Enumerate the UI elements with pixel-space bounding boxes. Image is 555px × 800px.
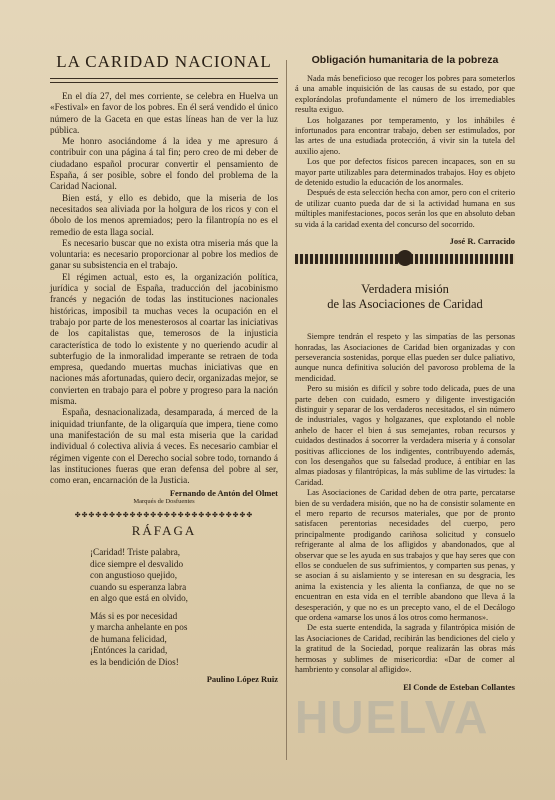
article-signature: José R. Carracido [449,236,515,247]
poem-line: con angustioso quejido, [90,570,178,581]
paragraph: En el día 27, del mes corriente, se celebra en Huelva un «Festival» en favor de los pobres. En él será vendido el único número de la Gaceta en que estas líneas han de ver la luz pública. [50,91,278,135]
poem-line: cuando su esperanza labra [90,581,187,592]
article-body [50,91,278,486]
poem-line: Más si es por necesidad [90,610,178,621]
article-signature: El Conde de Esteban Collantes [403,681,515,692]
article-signature-title: Marqués de Dosfuentes [133,498,195,506]
poem-line: de humana felicidad, [90,633,167,644]
paragraph: Después de esta selección hecha con amor, pero con el criterio de utilizar cuanto pueda dar de si la actividad humana en sus múltiples manifestaciones, pocos serán los que en absoluto deban su vida á la caridad exenta del concurso del socorrido. [295,188,515,229]
poem-line: y marcha anhelante en pos [90,622,188,633]
column-divider [286,60,287,760]
article-signature: Fernando de Antón del Olmet [169,488,278,499]
paragraph: Los que por defectos físicos parecen incapaces, son en su mayor parte utilizables para determinados trabajos. Hoy es objeto de detenido estudio la educación de los anormales. [295,157,515,188]
paragraph: De esta suerte entendida, la sagrada y filantrópica misión de las Asociaciones de Caridad, recibirán las bendiciones del cielo y la gratitud de la Sociedad, porque realizarán las obras más hermosas y sublimes de misericordia: «Dar de comer al hambriento y consolar al afligido». [295,623,515,675]
title-line: de las Asociaciones de Caridad [327,297,483,312]
ornament-medallion [397,250,413,266]
paragraph: Es necesario buscar que no exista otra miseria más que la voluntaria: es necesario proporcionar al pobre los medios de ganar su subsistencia en el trabajo. [50,237,278,271]
poem-signature: Paulino López Ruiz [206,674,278,685]
title-rule [50,82,278,83]
poem-line: en algo que está en olvido, [90,593,188,604]
paragraph: Bien está, y ello es debido, que la miseria de los necesitados sea aliviada por la holgura de los ricos y con el óbolo de los menos apremiados; pero la filantropía no es el remedio de esta llaga social. [50,192,278,237]
poem-stanza [90,547,278,605]
paragraph: España, desnacionalizada, desamparada, á merced de la iniquidad triunfante, de la oligarquía que impera, tiene como una manifestación de su mal esta miseria que la caridad individual ó colectiva alivia á veces. Es necesario cambiar el régimen vigente con el Derecho social sobre todo, tornando á las instituciones fueras que eran defensa del pobre al ser, como eran, encarnación de la Justicia. [50,407,278,486]
article-title-obligacion: Obligación humanitaria de la pobreza [311,54,499,66]
ornament-band [295,254,515,264]
paragraph: El régimen actual, esto es, la organización política, jurídica y social de España, traducción del jacobinismo francés y negación de todas las instituciones nacionales históricas, imposibil ta muchas veces la ocupación en el trabajo por parte de los menesterosos al coartar las iniciativas de los capitalistas que, temerosos de la injusticia característica de todo lo existente y no queriendo acudir al subterfugio de la inmoralidad imperante se retraen de toda empresa, quedando muertas muchas iniciativas que en naciones más afortunadas, quiero decir, organizadas mejor, se convierten en trabajo para el pobre y progreso para la nación misma. [50,271,278,407]
title-line: Verdadera misión [361,282,449,297]
article-body [295,332,515,675]
paragraph: Los holgazanes por temperamento, y los inhábiles é infortunados para encontrar trabajo, deben ser estimulados, por las artes de una estudiada protección, á vivir sin la tutela del auxilio ajeno. [295,115,515,156]
poem-line: ¡Caridad! Triste palabra, [90,547,181,558]
paragraph: Nada más beneficioso que recoger los pobres para someterlos á una amable inquisición de las causas de su estado, por que explorándolas profundamente el número de los irremediables resulta exiguo. [295,74,515,115]
paragraph: Pero su misión es difícil y sobre todo delicada, pues de una parte deben con cuidado, esmero y diligente investigación distinguir y separar de los verdaderos necesitados, el sin número de industriales, vagos y holgazanes, que explotando el noble anhelo de hacer el bien á sus semejantes, roban recursos y cuidados destinados á socorrer la verdadera miseria y á consolar positivas aflicciones de los indigentes, contribuyendo además, con los desengaños que su falsedad produce, á entibiar en las almas piadosas y filantrópicas, la más sublime de las virtudes: la Caridad. [295,384,515,487]
poem-line: ¡Entónces la caridad, [90,645,168,656]
paragraph: Las Asociaciones de Caridad deben de otra parte, percatarse bien de su verdadera misión, que no ha de consistir solamente en el mero reparto de recursos materiales, que por de pronto satisfacen perentorias necesidades del cuerpo, pero principalmente prodigando cariñosa solicitud y consuelo refrigerante al alma de los afligidos y abandonados, que al observar que se les ayuda en sus trabajos y que hay seres que con ellos se conduelen de sus sufrimientos, y comparten sus penas, y se asocian á su aislamiento y se interesan en su desgracia, les anima la existencia y les alienta la confianza, de que no se encuentran en esta vida en el terrible abandono que lleva á la desesperación, y que no es un precepto vano, el de el Decálogo que ordena «amarse los unos á los otros como hermanos». [295,488,515,623]
poem-stanza [90,611,278,669]
poem-title: RÁFAGA [131,523,197,539]
poem-line: dice siempre el desvalido [90,558,184,569]
left-column [50,52,278,684]
article-body [295,74,515,230]
poem-line: es la bendición de Dios! [90,656,179,667]
right-column [295,52,515,700]
article-title-verdadera-mision [295,282,515,312]
archive-watermark: HUELVA [295,691,490,743]
ornament-divider: ✤✤✤✤✤✤✤✤✤✤✤✤✤✤✤✤✤✤✤✤✤✤✤✤✤✤ [74,511,254,520]
title-rule [50,78,278,79]
article-title-caridad-nacional: LA CARIDAD NACIONAL [56,52,272,71]
paragraph: Siempre tendrán el respeto y las simpatías de las personas honradas, las Asociaciones de Caridad bien organizadas y con perseverancia sostenidas, porque ellas pueden ser dulce paliativo, aunque nunca definitiva solución del pavoroso problema de la mendicidad. [295,332,515,383]
paragraph: Me honro asociándome á la idea y me apresuro á contribuir con una página á tal fin; pero creo de mi deber de ciudadano español procurar convertir el pensamiento de España, á ser posible, sobre el fondo del problema de la Caridad Nacional. [50,136,278,192]
